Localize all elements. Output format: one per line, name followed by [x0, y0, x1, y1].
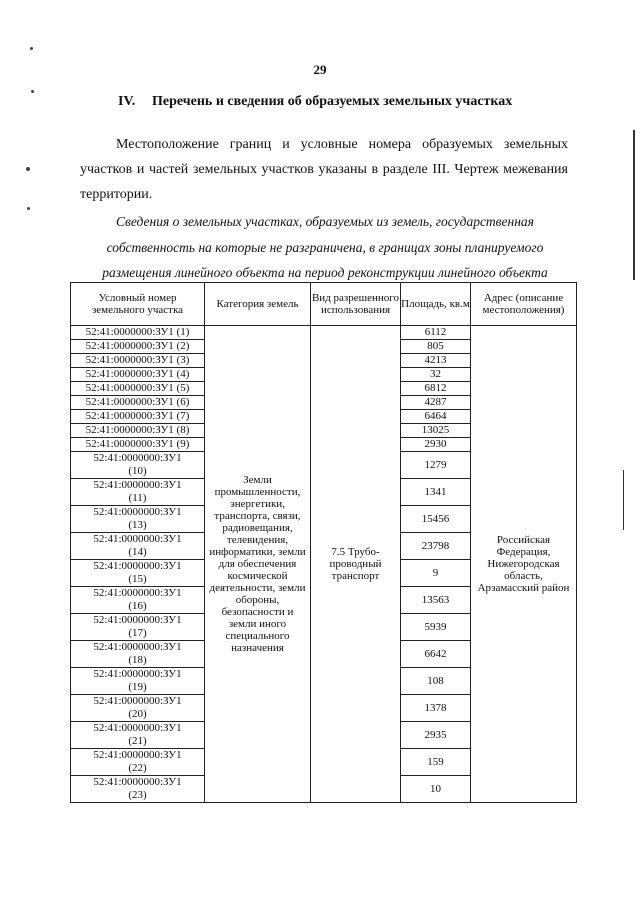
area-cell: 805: [401, 340, 471, 354]
plot-number-cell: [71, 560, 205, 587]
table-row: [71, 326, 577, 340]
plot-number-suffix: (17): [128, 627, 147, 639]
scan-speck: [26, 167, 30, 171]
area-cell: 1341: [401, 479, 471, 506]
area-cell: 6464: [401, 410, 471, 424]
section-number: IV.: [118, 94, 136, 109]
plot-number-base: 52:41:0000000:ЗУ1: [93, 749, 182, 761]
category-cell: Земли промышленности, энергетики, транспорта, связи, радиовещания, телевидения, информатики, земли для обеспечения космической деятельности, земли обороны, безопасности и земли иного специального назначения: [205, 326, 311, 803]
area-cell: 4213: [401, 354, 471, 368]
area-cell: 23798: [401, 533, 471, 560]
plot-number-cell: 52:41:0000000:ЗУ1 (2): [71, 340, 205, 354]
area-cell: 159: [401, 749, 471, 776]
plot-number-base: 52:41:0000000:ЗУ1: [93, 587, 182, 599]
plot-number-cell: [71, 587, 205, 614]
plot-number-suffix: (16): [128, 600, 147, 612]
plot-number-cell: 52:41:0000000:ЗУ1 (6): [71, 396, 205, 410]
plot-number-cell: [71, 776, 205, 803]
plot-number-suffix: (20): [128, 708, 147, 720]
plot-number-cell: [71, 506, 205, 533]
plot-number-suffix: (11): [128, 492, 147, 504]
plot-number-base: 52:41:0000000:ЗУ1: [93, 614, 182, 626]
plot-number-base: 52:41:0000000:ЗУ1: [93, 452, 182, 464]
header-plot-number: Условный номер земельного участка: [71, 283, 205, 326]
area-cell: 9: [401, 560, 471, 587]
area-cell: 13563: [401, 587, 471, 614]
area-cell: 6642: [401, 641, 471, 668]
scan-edge-line: [633, 130, 635, 280]
table-caption: [80, 209, 570, 286]
plot-number-cell: 52:41:0000000:ЗУ1 (9): [71, 438, 205, 452]
plot-number-suffix: (13): [128, 519, 147, 531]
plot-number-cell: [71, 668, 205, 695]
section-title: Перечень и сведения об образуемых земельных участках: [152, 94, 513, 109]
plot-number-cell: [71, 614, 205, 641]
area-cell: 1279: [401, 452, 471, 479]
address-cell: Российская Федерация, Нижегородская область, Арзамасский район: [471, 326, 577, 803]
plot-number-base: 52:41:0000000:ЗУ1: [93, 506, 182, 518]
header-category: Категория земель: [205, 283, 311, 326]
plot-number-suffix: (10): [128, 465, 147, 477]
plot-number-cell: [71, 695, 205, 722]
paragraph-line: территории.: [80, 187, 153, 202]
plot-number-cell: [71, 452, 205, 479]
scan-edge-line: [623, 470, 624, 530]
caption-line: Сведения о земельных участках, образуемых из земель, государственная: [116, 214, 534, 229]
plot-number-cell: 52:41:0000000:ЗУ1 (7): [71, 410, 205, 424]
plot-number-base: 52:41:0000000:ЗУ1: [93, 695, 182, 707]
plot-number-cell: [71, 749, 205, 776]
table-header-row: [71, 283, 577, 326]
area-cell: 1378: [401, 695, 471, 722]
caption-line: размещения линейного объекта на период реконструкции линейного объекта: [102, 265, 548, 280]
plot-number-base: 52:41:0000000:ЗУ1: [93, 776, 182, 788]
scan-speck: [30, 47, 33, 50]
area-cell: 13025: [401, 424, 471, 438]
usage-cell: 7.5 Трубо-проводный транспорт: [311, 326, 401, 803]
plot-number-base: 52:41:0000000:ЗУ1: [93, 560, 182, 572]
plot-number-suffix: (18): [128, 654, 147, 666]
plot-number-base: 52:41:0000000:ЗУ1: [93, 533, 182, 545]
paragraph-line: участков и частей земельных участков указаны в разделе III. Чертеж межевания: [80, 162, 568, 177]
plot-number-suffix: (19): [128, 681, 147, 693]
plot-number-cell: 52:41:0000000:ЗУ1 (3): [71, 354, 205, 368]
plot-number-suffix: (21): [128, 735, 147, 747]
area-cell: 10: [401, 776, 471, 803]
intro-paragraph: [80, 132, 568, 207]
plot-number-cell: [71, 722, 205, 749]
header-usage: Вид разрешенного использования: [311, 283, 401, 326]
plot-number-suffix: (14): [128, 546, 147, 558]
area-cell: 4287: [401, 396, 471, 410]
area-cell: 2930: [401, 438, 471, 452]
page-number: 29: [313, 62, 327, 77]
plot-number-suffix: (22): [128, 762, 147, 774]
plot-number-base: 52:41:0000000:ЗУ1: [93, 668, 182, 680]
plot-number-base: 52:41:0000000:ЗУ1: [93, 641, 182, 653]
area-cell: 6812: [401, 382, 471, 396]
plot-number-cell: 52:41:0000000:ЗУ1 (4): [71, 368, 205, 382]
caption-line: собственность на которые не разграничена, в границах зоны планируемого: [106, 239, 544, 255]
paragraph-line: Местоположение границ и условные номера образуемых земельных: [116, 137, 568, 152]
area-cell: 2935: [401, 722, 471, 749]
plot-number-cell: [71, 533, 205, 560]
scan-speck: [27, 207, 30, 210]
section-heading: [118, 94, 512, 110]
plot-number-cell: [71, 479, 205, 506]
area-cell: 108: [401, 668, 471, 695]
header-address: Адрес (описание местоположения): [471, 283, 577, 326]
scan-speck: [31, 90, 34, 93]
plot-number-cell: 52:41:0000000:ЗУ1 (1): [71, 326, 205, 340]
header-area: Площадь, кв.м: [401, 283, 471, 326]
plot-number-base: 52:41:0000000:ЗУ1: [93, 722, 182, 734]
area-cell: 6112: [401, 326, 471, 340]
area-cell: 15456: [401, 506, 471, 533]
area-cell: 5939: [401, 614, 471, 641]
land-plots-table: [70, 282, 577, 803]
plot-number-base: 52:41:0000000:ЗУ1: [93, 479, 182, 491]
plot-number-suffix: (23): [128, 789, 147, 801]
area-cell: 32: [401, 368, 471, 382]
plot-number-cell: 52:41:0000000:ЗУ1 (5): [71, 382, 205, 396]
plot-number-cell: 52:41:0000000:ЗУ1 (8): [71, 424, 205, 438]
plot-number-suffix: (15): [128, 573, 147, 585]
plot-number-cell: [71, 641, 205, 668]
